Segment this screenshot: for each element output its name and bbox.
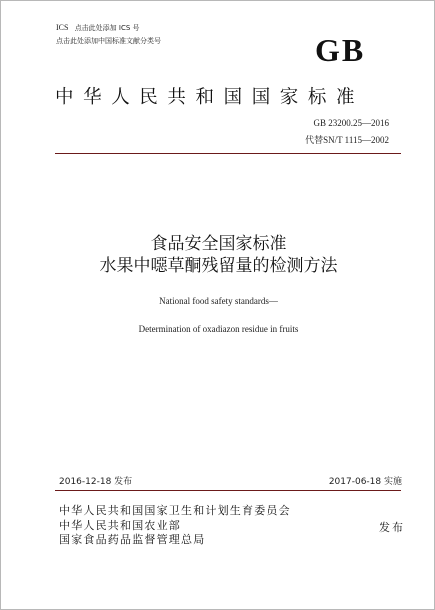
publisher-2: 中华人民共和国农业部 — [59, 518, 181, 532]
top-divider — [55, 153, 401, 154]
chinese-title-line1: 食品安全国家标准 — [150, 234, 287, 254]
publisher-3: 国家食品药品监督管理总局 — [59, 533, 206, 546]
implementation-date: 2017-06-18 实施 — [328, 477, 402, 487]
standard-type-title: 中华人民共和国国家标准 — [55, 87, 365, 108]
issue-label: 发布 — [379, 521, 405, 534]
ics-label: ICS — [56, 23, 69, 32]
issue-date: 2016-12-18 发布 — [59, 477, 133, 487]
classification-placeholder[interactable]: 点击此处添加中国标准文献分类号 — [56, 37, 161, 45]
chinese-title — [1, 233, 435, 277]
ics-line — [56, 21, 161, 35]
standard-code-block — [305, 115, 389, 149]
gb-logo: GB — [315, 32, 366, 68]
english-title-line2: Determination of oxadiazon residue in fruits — [138, 324, 299, 334]
bottom-divider — [55, 490, 401, 491]
ics-block — [56, 21, 161, 48]
publisher-1: 中华人民共和国国家卫生和计划生育委员会 — [59, 504, 291, 517]
publishers-block — [59, 504, 291, 548]
ics-placeholder[interactable]: 点击此处添加 ICS 号 — [74, 24, 140, 32]
english-title-line1: National food safety standards— — [159, 296, 278, 306]
replaces-standard: 代替SN/T 1115—2002 — [305, 135, 389, 145]
standard-number: GB 23200.25—2016 — [313, 118, 389, 128]
chinese-title-line2: 水果中噁草酮残留量的检测方法 — [99, 256, 338, 276]
